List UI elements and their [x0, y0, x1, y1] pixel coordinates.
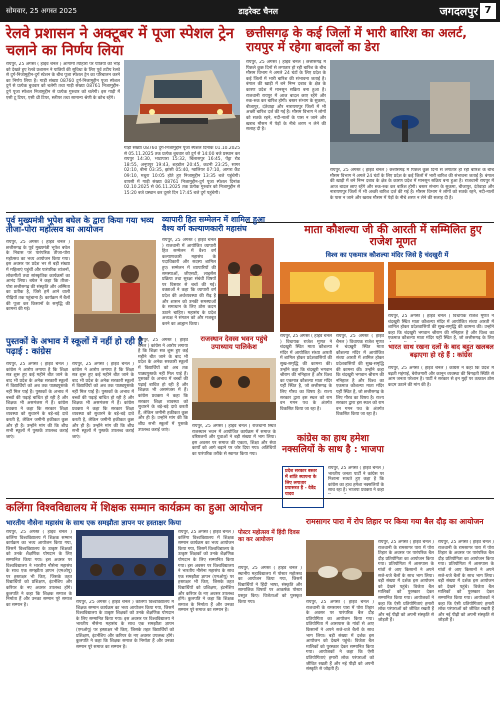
paper-name: डाइरेक्ट चैनल [238, 6, 279, 16]
ramsagar-body-col1: रायपुर, 25 अगस्त ( हाईवे चैनल ) राजधानी के रामसागर पारा में पोरा तिहार के अवसर पर पारंपरिक बैल दौड़ प्रतियोगिता का आयोजन किया गया। प्रतियोगिता में आसपास के गांवों से आए किसानों ने अपने सजे-धजे बैलों के साथ भाग लिया। बड़ी संख्या में दर्शक इस आयोजन को देखने पहुंचे। विजेता बैल मालिकों को पुरस्कार देकर सम्मानित किया गया। आयोजकों ने कहा कि ऐसी प्रतियोगिताएं हमारी लोक परंपराओं को जीवित रखती हैं और नई पीढ़ी को अपनी संस्कृति से जोड़ती हैं। [306, 600, 374, 673]
kalinga-body-col3: रायपुर, 25 अगस्त ( हाईवे चैनल ) कलिंगा विश्वविद्यालय में शिक्षक सम्मान कार्यक्रम का भव्य आयोजन किया गया, जिसमें विश्वविद्यालय के उत्कृष्ट शिक्षकों को उनके शैक्षणिक योगदान के लिए सम्मानित किया गया। इस अवसर पर विश्वविद्यालय ने भारतीय नौसेना महासंघ के साथ एक समझौता ज्ञापन (एमओयू) पर हस्ताक्षर भी किए, जिसके तहत विद्यार्थियों को प्रशिक्षण, इंटर्नशिप और करियर के नए अवसर उपलब्ध होंगे। कुलपति ने कहा कि शिक्षक समाज के निर्माता हैं और उनका सम्मान पूरे समाज का सम्मान है। [178, 530, 234, 614]
divider-1 [6, 212, 240, 213]
rail-timetable: गाड़ी संख्या 08760 दुर्ग-निजामुद्दीन पूजा स्पेशल दिनांक 01.10.2025 से 05.11.2025 तक प्रत्येक बुधवार को दुर्ग से 14:00 बजे प्रस्थान कर रायपुर 14:30, भाटापारा 15:32, बिलासपुर 16:45, पेंड्रा रोड 18:55, अनूपपुर 19:43, शहडोल 20:45, कटनी 23:25, सागर 02:10, बीना 03:35, झांसी 05:40, ग्वालियर 07:10, आगरा कैंट 09:10, मथुरा 10:05 होते हुए निजामुद्दीन 13:35 बजे पहुंचेगी। वापसी में गाड़ी संख्या 08761 निजामुद्दीन-दुर्ग पूजा स्पेशल दिनांक 02.10.2025 से 06.11.2025 तक प्रत्येक गुरुवार को निजामुद्दीन से 15:20 बजे प्रस्थान कर दूसरे दिन 17:45 बजे दुर्ग पहुंचेगी। [124, 146, 240, 196]
aarti-headline: माता कौशल्या जी की आरती में सम्मिलित हुए राजेश मूणत [304, 223, 482, 249]
rain-body-col2: रायपुर, 25 अगस्त ( हाईवे चैनल ) छत्तीसगढ़ में पिछले कुछ दिनों से लगातार हो रही बारिश के बीच मौसम विभाग ने अगले 24 घंटों के लिए प्रदेश के कई जिलों में भारी बारिश की संभावना जताई है। बंगाल की खाड़ी में बने निम्न दबाव के क्षेत्र के कारण प्रदेश में मानसून सक्रिय बना हुआ है। राजधानी रायपुर में आज बादल छाए रहेंगे और रुक-रुक कर बारिश होगी। बस्तर संभाग के सुकमा, बीजापुर, दंतेवाड़ा और नारायणपुर जिलों में भी अच्छी बारिश दर्ज की गई है। मौसम विभाग ने लोगों को सतर्क रहने, नदी-नालों के पास न जाने और खराब मौसम में पेड़ों के नीचे शरण न लेने की सलाह दी है। [330, 168, 494, 201]
pole-body: रायपुर, 25 अगस्त ( हाईवे चैनल ) कांग्रेस ने कहा कि प्रदेश में बढ़ती महंगाई, बेरोजगारी और कानून व्यवस्था की बिगड़ती स्थिति से आम जनता परेशान है। पार्टी ने सरकार से इन मुद्दों पर तत्काल ठोस कदम उठाने की मांग की है। [388, 366, 494, 388]
bhawan-headline: राजस्थान देवस्व भवन पहुंचे उपाध्याय पालिकेश [200, 335, 268, 351]
ramsagar-headline: रामसागर पारा में रोप तिहार पर किया गया बैल दौड़ का आयोजन [306, 517, 484, 526]
aarti-body-col3: रायपुर, 25 अगस्त ( हाईवे चैनल ) विधायक राजेश मूणत ने चंदखुरी स्थित माता कौशल्या मंदिर में आयोजित संध्या आरती में शामिल होकर प्रदेशवासियों की सुख-समृद्धि की कामना की। उन्होंने कहा कि चंदखुरी भगवान श्रीराम की ननिहाल है और विश्व का एकमात्र कौशल्या माता मंदिर यहीं स्थित है, जो छत्तीसगढ़ के लिए [388, 314, 494, 342]
naxal-headline: कांग्रेस का हाथ हमेशा नक्सलियों के साथ है : भाजपा [282, 433, 384, 455]
naxal-body-col2: रायपुर, 25 अगस्त ( हाईवे चैनल ) भारतीय जनता पार्टी ने कांग्रेस पर निशाना साधते हुए कहा है कि कांग्रेस का हाथ हमेशा नक्सलियों के साथ रहा है। भाजपा प्रवक्ता ने कहा [328, 466, 384, 494]
page-number: 7 [480, 3, 496, 19]
rail-headline: रेलवे प्रशासन ने अक्टूबर में पूजा स्पेशल ट्रेन चलाने का निर्णय लिया [6, 26, 234, 59]
aarti-body-col2: रायपुर, 25 अगस्त ( हाईवे चैनल ) विधायक राजेश मूणत ने चंदखुरी स्थित माता कौशल्या मंदिर में आयोजित संध्या आरती में शामिल होकर प्रदेशवासियों की सुख-समृद्धि की कामना की। उन्होंने कहा कि चंदखुरी भगवान श्रीराम की ननिहाल है और विश्व का एकमात्र कौशल्या माता मंदिर यहीं स्थित है, जो छत्तीसगढ़ के लिए गौरव का विषय है। राज्य सरकार द्वारा इस स्थल को राम वन गमन पथ के अंतर्गत विकसित किया जा रहा है। [336, 334, 384, 418]
schools-body-col1: रायपुर, 25 अगस्त ( हाईवे चैनल ) कांग्रेस ने आरोप लगाया है कि शिक्षा सत्र शुरू हुए कई महीने बीत जाने के बाद भी प्रदेश के अनेक सरकारी स्कूलों में विद्यार्थियों को अब तक पाठ्यपुस्तकें नहीं मिल पाई हैं। पुस्तकों के अभाव में बच्चों की पढ़ाई बाधित हो रही है और शिक्षक भी असमंजस में हैं। कांग्रेस प्रवक्ता ने कहा कि सरकार शिक्षा व्यवस्था को सुधारने के बड़े-बड़े दावे करती है, लेकिन जमीनी हकीकत कुछ और ही है। उन्होंने मांग की कि शीघ्र सभी स्कूलों में पुस्तकें उपलब्ध कराई जाएं। [6, 362, 68, 440]
poster-body: रायपुर, 25 अगस्त ( हाईवे चैनल ) स्थानीय महाविद्यालय में पोस्टर महोत्सव का आयोजन किया गया, जिसमें विद्यार्थियों ने हिंदी भाषा, संस्कृति और सामाजिक विषयों पर आकर्षक पोस्टर प्रस्तुत किए। विजेताओं को पुरस्कृत किया गया। [238, 566, 302, 605]
naxal-pullquote: प्रदेश सरकार बस्तर में शांति स्थापना के लिए लगातार प्रयासरत है - देवेंद्र यादव [285, 469, 317, 498]
trade-body: रायपुर, 25 अगस्त ( हाईवे चैनल ) राजधानी में आयोजित व्यापारी हित सम्मेलन में वैश्य वर्ग कल्याणकारी महासंघ के पदाधिकारी और सदस्य शामिल हुए। सम्मेलन में व्यापारियों की समस्याओं, जीएसटी, लाइसेंस प्रक्रिया तथा सुरक्षा संबंधी विषयों पर विस्तार से चर्चा की गई। वक्ताओं ने कहा कि व्यापारी वर्ग प्रदेश की अर्थव्यवस्था की रीढ़ है और शासन को उनकी समस्याओं के समाधान के लिए ठोस कदम उठाने चाहिए। महासंघ के प्रदेश अध्यक्ष ने संगठन को और मजबूत करने का आह्वान किया। [162, 238, 216, 327]
poster-headline: पोस्टर महोत्सव में हिंदी दिवस का कर आयोजन [238, 530, 300, 543]
section-name: जगदलपुर [439, 4, 478, 18]
rain-photo [330, 60, 494, 164]
kalinga-photo [76, 530, 174, 596]
kalinga-headline: कलिंगा विश्वविद्यालय में शिक्षक सम्मान कार्यक्रम का हुआ आयोजन [6, 502, 263, 514]
divider-3 [6, 498, 494, 499]
kalinga-subhead: भारतीय नौसेना महासंघ के साथ एक समझौता ज्ञापन पर हस्ताक्षर किया [6, 519, 181, 527]
bhawan-body: रायपुर, 25 अगस्त ( हाईवे चैनल ) राजधानी स्थित राजस्थान भवन में आयोजित कार्यक्रम में समाज के वरिष्ठजनों और युवाओं ने बड़ी संख्या में भाग लिया। इस अवसर पर समाज की एकता, शिक्षा और सेवा कार्यों को आगे बढ़ाने पर जोर दिया गया। अतिथियों का पारंपरिक तरीके से स्वागत किया गया। [192, 424, 276, 457]
rail-body: रायपुर, 25 अगस्त ( हाईवे चैनल ) आगामी त्योहारों पर यात्रियों की भीड़ को देखते हुए रेलवे प्रशासन ने यात्रियों की सुविधा के लिए पूर्व तटीय रेलवे से दुर्ग-निजामुद्दीन-दुर्ग स्टेशन के बीच पूजा स्पेशल ट्रेन का परिचालन करने का निर्णय लिया है। गाड़ी संख्या 08760 दुर्ग-निजामुद्दीन पूजा स्पेशल दुर्ग से प्रत्येक बुधवार को चलेगी तथा गाड़ी संख्या 08761 निजामुद्दीन-दुर्ग पूजा स्पेशल निजामुद्दीन से प्रत्येक गुरुवार को चलेगी। इस गाड़ी में एसी टू टियर, एसी थ्री टियर, स्लीपर तथा सामान्य श्रेणी के कोच रहेंगे। [6, 62, 120, 101]
kalinga-body-col1: रायपुर, 25 अगस्त ( हाईवे चैनल ) कलिंगा विश्वविद्यालय में शिक्षक सम्मान कार्यक्रम का भव्य आयोजन किया गया, जिसमें विश्वविद्यालय के उत्कृष्ट शिक्षकों को उनके शैक्षणिक योगदान के लिए सम्मानित किया गया। इस अवसर पर विश्वविद्यालय ने भारतीय नौसेना महासंघ के साथ एक समझौता ज्ञापन (एमओयू) पर हस्ताक्षर भी किए, जिसके तहत विद्यार्थियों को प्रशिक्षण, इंटर्नशिप और करियर के नए अवसर उपलब्ध होंगे। कुलपति ने कहा कि शिक्षक समाज के निर्माता हैं और उनका सम्मान पूरे समाज का सम्मान है। [6, 530, 72, 608]
pole-headline: भारत साथ रखना दलों के बाद बहुत खलबल बढ़ाएगा हो रहे हैं : कांग्रेस [388, 343, 494, 359]
schools-body-col3: रायपुर, 25 अगस्त ( हाईवे चैनल ) कांग्रेस ने आरोप लगाया है कि शिक्षा सत्र शुरू हुए कई महीने बीत जाने के बाद भी प्रदेश के अनेक सरकारी स्कूलों में विद्यार्थियों को अब तक पाठ्यपुस्तकें नहीं मिल पाई हैं। पुस्तकों के अभाव में बच्चों की पढ़ाई बाधित हो रही है और शिक्षक भी असमंजस में हैं। कांग्रेस प्रवक्ता ने कहा कि सरकार शिक्षा व्यवस्था को सुधारने के बड़े-बड़े दावे करती है, लेकिन जमीनी हकीकत कुछ और ही है। उन्होंने मांग की कि शीघ्र सभी स्कूलों में पुस्तकें उपलब्ध कराई जाएं। [138, 338, 188, 433]
aarti-subhead: विश्व का एकमात्र कौशल्या मंदिर जिसे है चंदखुरी में [325, 251, 449, 259]
baghel-headline: पूर्व मुख्यमंत्री भूपेश बघेल के द्वारा किया गया भव्य तीजा-पोरा महोत्सव का आयोजन [6, 215, 154, 235]
trade-headline: व्यापारी हित सम्मेलन में शामिल हुआ वैश्य वर्ग कल्याणकारी महासंघ [162, 215, 265, 233]
ramsagar-photo [306, 540, 374, 596]
aarti-photo-2 [388, 262, 494, 310]
rain-headline: छत्तीसगढ़ के कई जिलों में भारी बारिश का अलर्ट, रायपुर में रहेगा बादलों का डेरा [246, 26, 467, 55]
kalinga-body-col2: रायपुर, 25 अगस्त ( हाईवे चैनल ) कलिंगा विश्वविद्यालय में शिक्षक सम्मान कार्यक्रम का भव्य आयोजन किया गया, जिसमें विश्वविद्यालय के उत्कृष्ट शिक्षकों को उनके शैक्षणिक योगदान के लिए सम्मानित किया गया। इस अवसर पर विश्वविद्यालय ने भारतीय नौसेना महासंघ के साथ एक समझौता ज्ञापन (एमओयू) पर हस्ताक्षर भी किए, जिसके तहत विद्यार्थियों को प्रशिक्षण, इंटर्नशिप और करियर के नए अवसर उपलब्ध होंगे। कुलपति ने कहा कि शिक्षक समाज के निर्माता हैं और उनका सम्मान पूरे समाज का सम्मान है। [76, 600, 174, 650]
aarti-photo [280, 262, 384, 332]
ramsagar-body-col3: रायपुर, 25 अगस्त ( हाईवे चैनल ) राजधानी के रामसागर पारा में पोरा तिहार के अवसर पर पारंपरिक बैल दौड़ प्रतियोगिता का आयोजन किया गया। प्रतियोगिता में आसपास के गांवों से आए किसानों ने अपने सजे-धजे बैलों के साथ भाग लिया। बड़ी संख्या में दर्शक इस आयोजन को देखने पहुंचे। विजेता बैल मालिकों को पुरस्कार देकर सम्मानित किया गया। आयोजकों ने कहा कि ऐसी प्रतियोगिताएं हमारी लोक परंपराओं को जीवित रखती हैं और नई पीढ़ी को अपनी संस्कृति से जोड़ती हैं। [438, 540, 494, 624]
baghel-body: रायपुर, 25 अगस्त ( हाईवे चैनल ) छत्तीसगढ़ के पूर्व मुख्यमंत्री भूपेश बघेल के निवास पर पारंपरिक तीजा-पोरा महोत्सव का भव्य आयोजन किया गया। इस अवसर पर प्रदेश भर से बड़ी संख्या में महिलाएं पहुंचीं और पारंपरिक व्यंजनों, लोकगीतों तथा सांस्कृतिक कार्यक्रमों का आनंद लिया। बघेल ने कहा कि तीजा-पोरा छत्तीसगढ़ की संस्कृति और अस्मिता का प्रतीक है, जिसे हमें आने वाली पीढ़ियों तक पहुंचाना है। कार्यक्रम में बैलों की पूजा कर किसानों के समृद्धि की कामना की गई। [6, 240, 70, 313]
train-photo [124, 60, 240, 142]
ramsagar-body-col2: रायपुर, 25 अगस्त ( हाईवे चैनल ) राजधानी के रामसागर पारा में पोरा तिहार के अवसर पर पारंपरिक बैल दौड़ प्रतियोगिता का आयोजन किया गया। प्रतियोगिता में आसपास के गांवों से आए किसानों ने अपने सजे-धजे बैलों के साथ भाग लिया। बड़ी संख्या में दर्शक इस आयोजन को देखने पहुंचे। विजेता बैल मालिकों को पुरस्कार देकर सम्मानित किया गया। आयोजकों ने कहा कि ऐसी प्रतियोगिताएं हमारी लोक परंपराओं को जीवित रखती हैं और नई पीढ़ी को अपनी संस्कृति से जोड़ती हैं। [378, 540, 434, 624]
bhawan-photo [192, 358, 276, 420]
baghel-photo [74, 240, 156, 332]
schools-headline: पुस्तकों के अभाव में स्कूलों में नहीं हो रही है पढ़ाई : कांग्रेस [6, 337, 143, 357]
issue-date: सोमवार, 25 अगस्त 2025 [6, 6, 77, 15]
schools-body-col2: रायपुर, 25 अगस्त ( हाईवे चैनल ) कांग्रेस ने आरोप लगाया है कि शिक्षा सत्र शुरू हुए कई महीने बीत जाने के बाद भी प्रदेश के अनेक सरकारी स्कूलों में विद्यार्थियों को अब तक पाठ्यपुस्तकें नहीं मिल पाई हैं। पुस्तकों के अभाव में बच्चों की पढ़ाई बाधित हो रही है और शिक्षक भी असमंजस में हैं। कांग्रेस प्रवक्ता ने कहा कि सरकार शिक्षा व्यवस्था को सुधारने के बड़े-बड़े दावे करती है, लेकिन जमीनी हकीकत कुछ और ही है। उन्होंने मांग की कि शीघ्र सभी स्कूलों में पुस्तकें उपलब्ध कराई जाएं। [72, 362, 134, 440]
trade-photo [218, 238, 274, 332]
masthead [0, 0, 500, 22]
aarti-body-col1: रायपुर, 25 अगस्त ( हाईवे चैनल ) विधायक राजेश मूणत ने चंदखुरी स्थित माता कौशल्या मंदिर में आयोजित संध्या आरती में शामिल होकर प्रदेशवासियों की सुख-समृद्धि की कामना की। उन्होंने कहा कि चंदखुरी भगवान श्रीराम की ननिहाल है और विश्व का एकमात्र कौशल्या माता मंदिर यहीं स्थित है, जो छत्तीसगढ़ के लिए गौरव का विषय है। राज्य सरकार द्वारा इस स्थल को राम वन गमन पथ के अंतर्गत विकसित किया जा रहा है। [280, 334, 332, 412]
rain-body-col1: रायपुर, 25 अगस्त ( हाईवे चैनल ) छत्तीसगढ़ में पिछले कुछ दिनों से लगातार हो रही बारिश के बीच मौसम विभाग ने अगले 24 घंटों के लिए प्रदेश के कई जिलों में भारी बारिश की संभावना जताई है। बंगाल की खाड़ी में बने निम्न दबाव के क्षेत्र के कारण प्रदेश में मानसून सक्रिय बना हुआ है। राजधानी रायपुर में आज बादल छाए रहेंगे और रुक-रुक कर बारिश होगी। बस्तर संभाग के सुकमा, बीजापुर, दंतेवाड़ा और नारायणपुर जिलों में भी अच्छी बारिश दर्ज की गई है। मौसम विभाग ने लोगों को सतर्क रहने, नदी-नालों के पास न जाने और खराब मौसम में पेड़ों के नीचे शरण न लेने की सलाह दी है। [246, 60, 326, 133]
